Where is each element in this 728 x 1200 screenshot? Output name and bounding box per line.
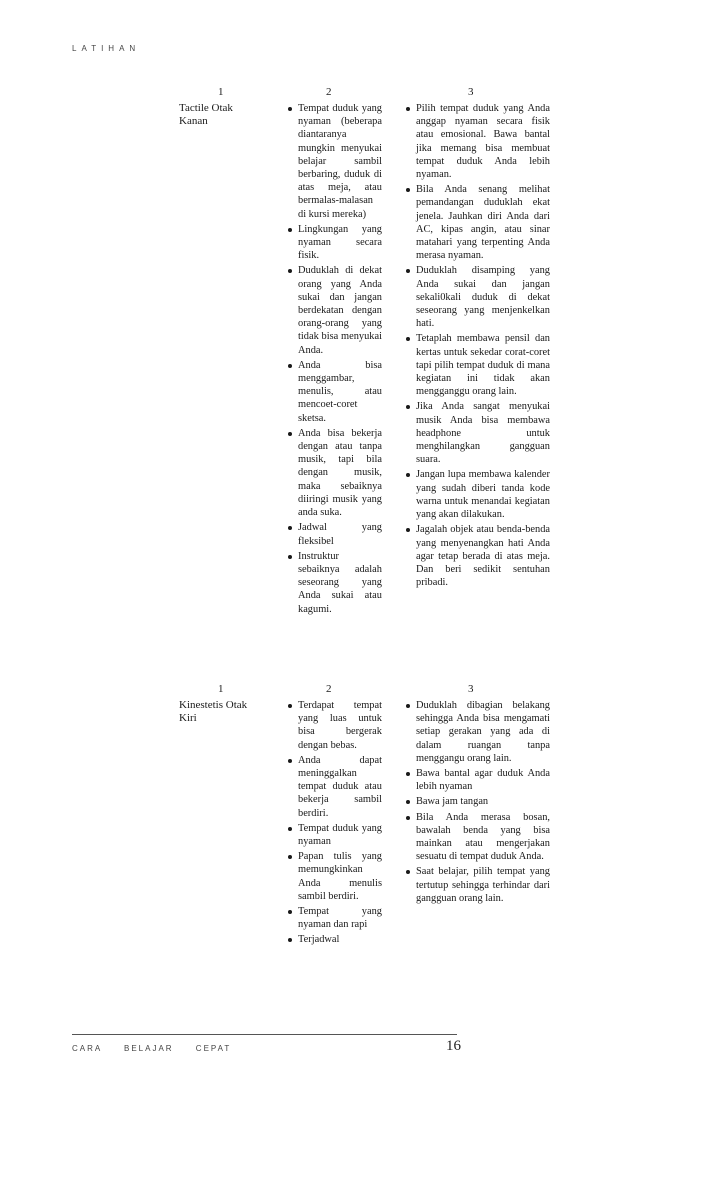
list-item: Anda bisa bekerja dengan atau tanpa musik, tapi bila dengan musik, maka sebaiknya diiringi musik yang anda suka. — [287, 427, 382, 519]
list-item: Papan tulis yang memungkinkan Anda menulis sambil berdiri. — [287, 850, 382, 903]
page-number: 16 — [446, 1038, 461, 1054]
list-item: Jagalah objek atau benda-benda yang menyenangkan hati Anda agar tetap berada di atas meja. Dan beri sedikit sentuhan pribadi. — [405, 523, 550, 589]
page-header: LATIHAN — [72, 44, 141, 53]
list-item: Duduklah di dekat orang yang Anda sukai dan jangan berdekatan dengan orang-orang yang tidak bisa menyukai Anda. — [287, 264, 382, 356]
list-item: Instruktur sebaiknya adalah seseorang yang Anda sukai atau kagumi. — [287, 550, 382, 616]
category-label: Kinestetis Otak Kiri — [179, 699, 248, 724]
list-item: Anda bisa menggambar, menulis, atau mencoet-coret sketsa. — [287, 359, 382, 425]
column-number-1: 1 — [218, 683, 224, 695]
list-item: Jadwal yang fleksibel — [287, 521, 382, 547]
category-label: Tactile Otak Kanan — [179, 102, 233, 127]
column-number-2: 2 — [326, 86, 332, 98]
environment-list — [287, 699, 382, 949]
tips-list — [405, 102, 550, 591]
list-item: Lingkungan yang nyaman secara fisik. — [287, 223, 382, 263]
list-item: Bawa bantal agar duduk Anda lebih nyaman — [405, 767, 550, 793]
list-item: Anda dapat meninggalkan tempat duduk atau bekerja sambil berdiri. — [287, 754, 382, 820]
list-item: Tempat yang nyaman dan rapi — [287, 905, 382, 931]
column-number-1: 1 — [218, 86, 224, 98]
list-item: Tetaplah membawa pensil dan kertas untuk sekedar corat-coret tapi pilih tempat duduk di mana kegiatan ini tidak akan mengganggu orang lain. — [405, 332, 550, 398]
tips-list — [405, 699, 550, 907]
list-item: Pilih tempat duduk yang Anda anggap nyaman secara fisik atau emosional. Bawa bantal jika memang bisa membuat tempat duduk Anda lebih nyaman. — [405, 102, 550, 181]
list-item: Duduklah dibagian belakang sehingga Anda bisa mengamati setiap gerakan yang ada di dalam ruangan tanpa menggangu orang lain. — [405, 699, 550, 765]
footer-title: CARA BELAJAR CEPAT — [72, 1044, 232, 1053]
column-number-2: 2 — [326, 683, 332, 695]
list-item: Terdapat tempat yang luas untuk bisa bergerak dengan bebas. — [287, 699, 382, 752]
column-number-3: 3 — [468, 683, 474, 695]
list-item: Jangan lupa membawa kalender yang sudah diberi tanda kode warna untuk menandai kegiatan yang akan dilakukan. — [405, 468, 550, 521]
list-item: Bila Anda merasa bosan, bawalah benda yang bisa mainkan atau mengerjakan sesuatu di tempat duduk Anda. — [405, 811, 550, 864]
list-item: Tempat duduk yang nyaman (beberapa diantaranya mungkin menyukai belajar sambil berbaring, duduk di atas meja, atau bermalas-malasan di kursi mereka) — [287, 102, 382, 221]
footer-divider — [72, 1034, 457, 1035]
list-item: Duduklah disamping yang Anda sukai dan jangan sekali0kali duduk di dekat seseorang yang menjenkelkan hati. — [405, 264, 550, 330]
list-item: Saat belajar, pilih tempat yang tertutup sehingga terhindar dari gangguan orang lain. — [405, 865, 550, 905]
list-item: Tempat duduk yang nyaman — [287, 822, 382, 848]
list-item: Jika Anda sangat menyukai musik Anda bisa membawa headphone untuk menghilangkan gangguan suara. — [405, 400, 550, 466]
list-item: Terjadwal — [287, 933, 382, 946]
environment-list — [287, 102, 382, 618]
column-number-3: 3 — [468, 86, 474, 98]
list-item: Bila Anda senang melihat pemandangan duduklah ekat jenela. Jauhkan diri Anda dari AC, kipas angin, atau sinar matahari yang terpenting Anda merasa nyaman. — [405, 183, 550, 262]
list-item: Bawa jam tangan — [405, 795, 550, 808]
